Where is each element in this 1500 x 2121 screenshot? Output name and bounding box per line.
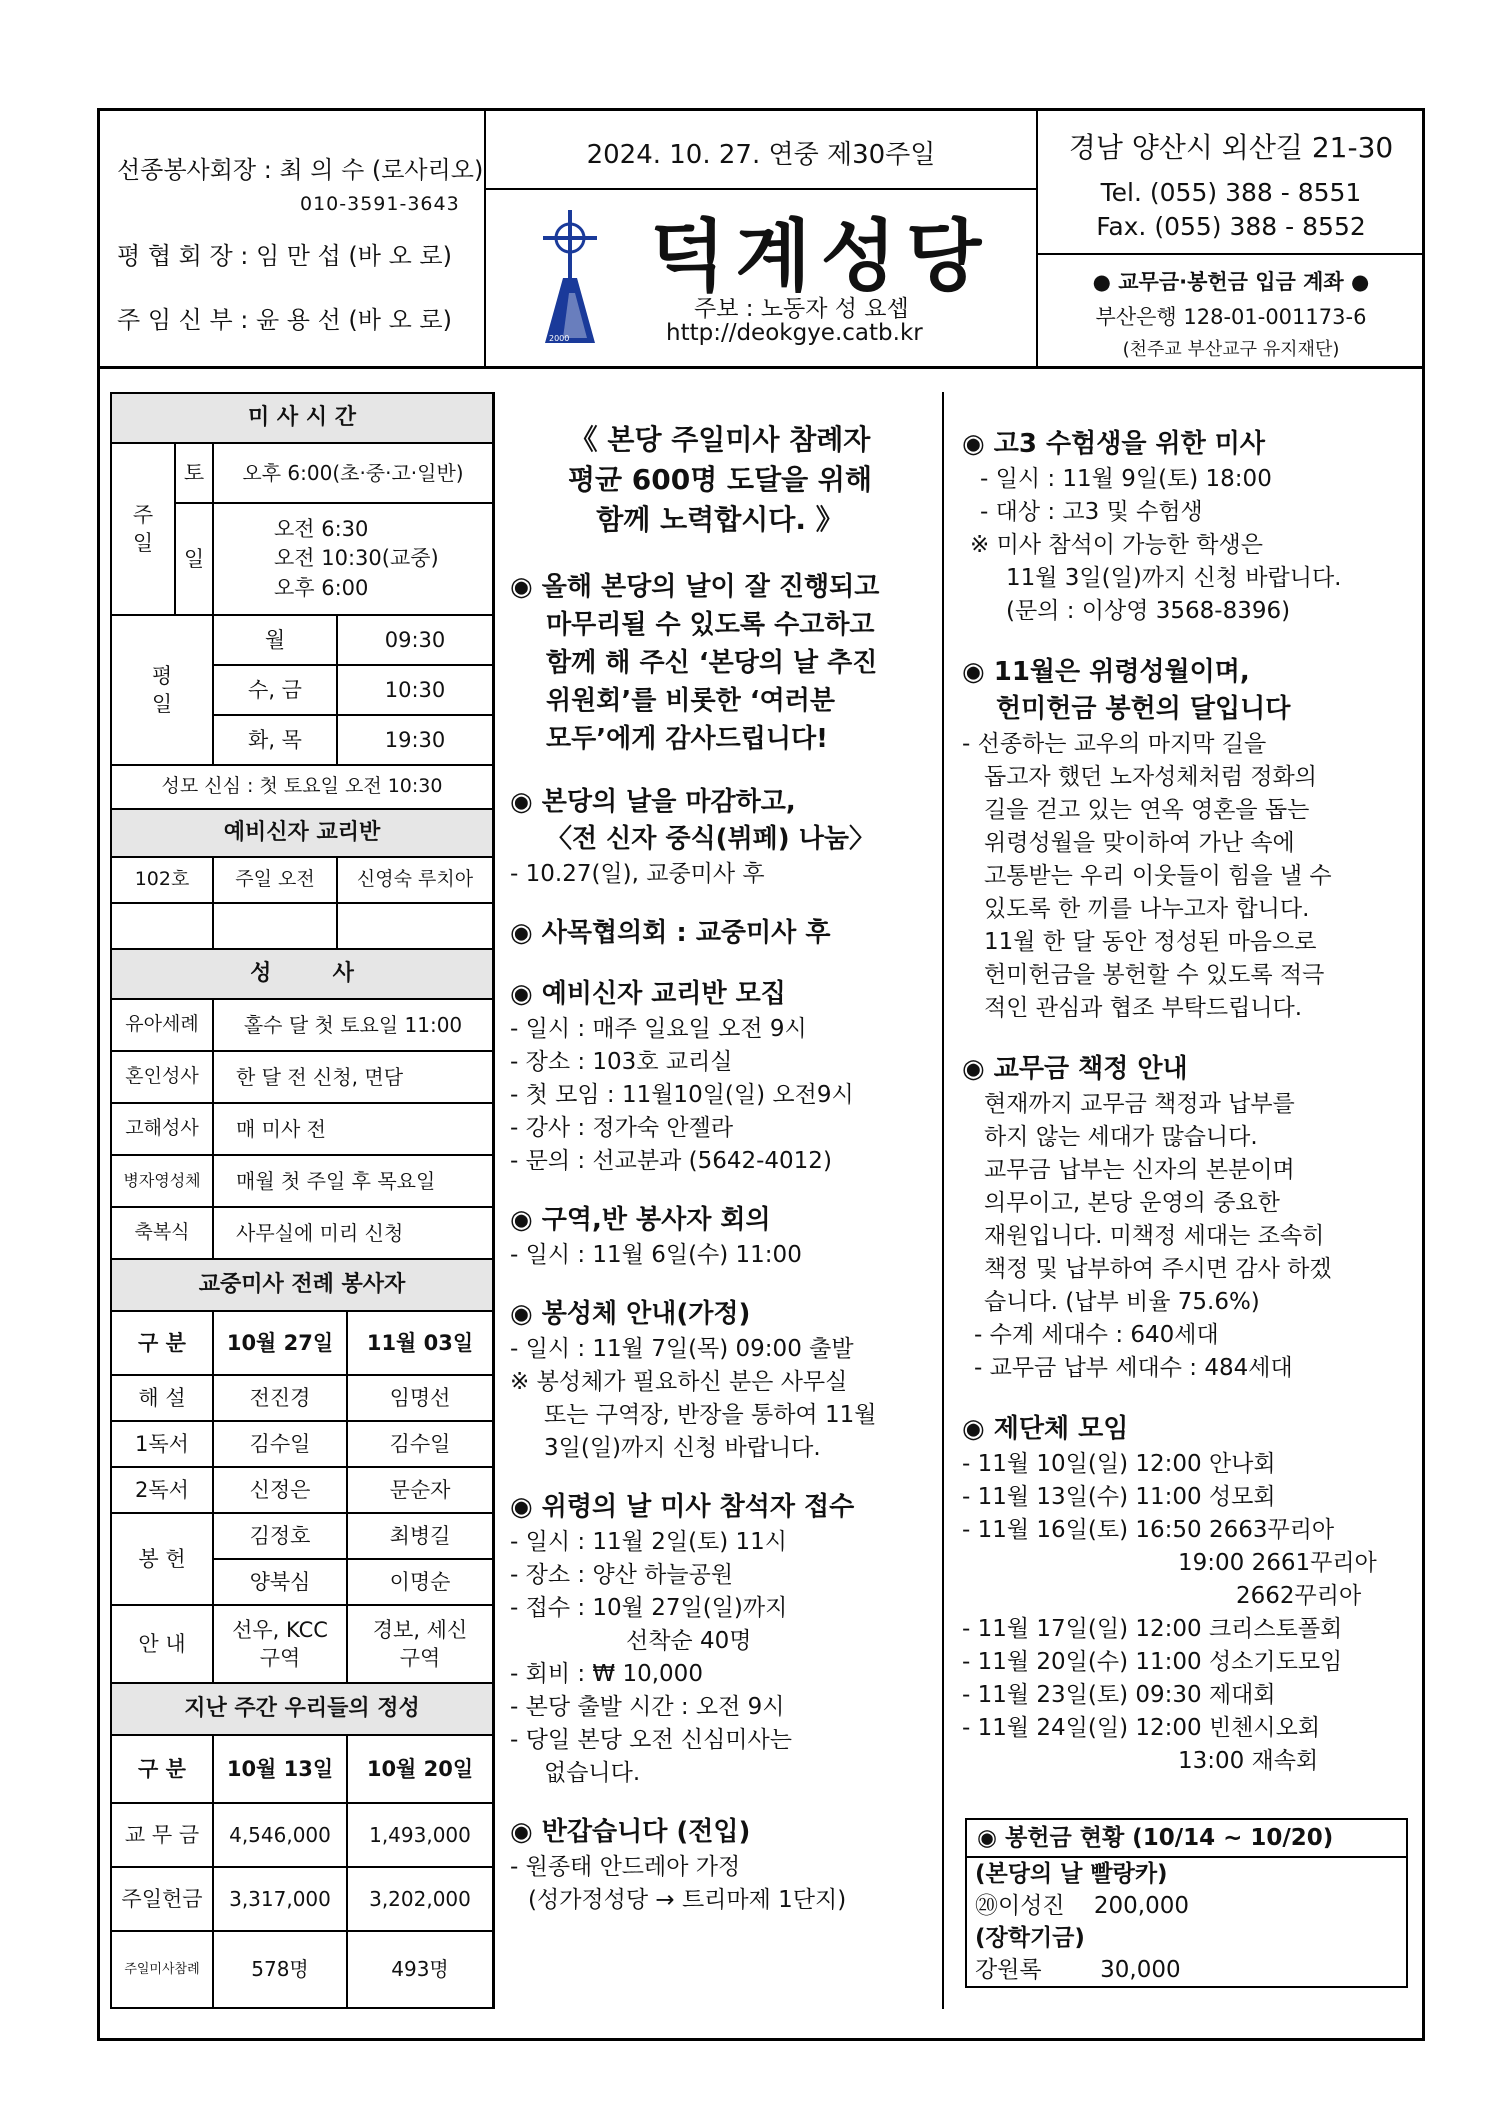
mass-times-title: 미 사 시 간: [112, 394, 492, 444]
marian-devotion: 성모 신심 : 첫 토요일 오전 10:30: [112, 766, 492, 810]
exam-line: - 대상 : 고3 및 수험생: [980, 499, 1203, 525]
thanks-line: 모두’에게 감사드립니다!: [546, 724, 828, 754]
welcome-line: - 원종태 안드레아 가정: [510, 1854, 741, 1880]
weekday-day-1: 월: [214, 616, 338, 666]
offering-category: (장학기금): [975, 1925, 1085, 1951]
catechumen-title: 예비신자 교리반: [112, 810, 492, 858]
catechumen-line: - 문의 : 선교분과 (5642-4012): [510, 1148, 832, 1174]
header-divider: [97, 366, 1425, 369]
groups-title: ◉ 제단체 모임: [962, 1414, 1129, 1444]
servers-header-role: 구 분: [112, 1312, 214, 1376]
offering-category: (본당의 날 빨랑카): [975, 1861, 1168, 1887]
finance-value: 1,493,000: [348, 1804, 492, 1868]
meeting-line: - 11월 13일(수) 11:00 성모회: [962, 1484, 1276, 1510]
november-notice: [962, 654, 1412, 1025]
tithe-line: 습니다. (납부 비율 75.6%): [984, 1289, 1260, 1315]
catechumen-time: 주일 오전: [214, 858, 338, 904]
finance-value: 578명: [214, 1932, 348, 2007]
sacrament-desc: 사무실에 미리 신청: [214, 1208, 492, 1260]
finance-label: 주일미사참례: [112, 1932, 214, 2007]
patron-saint: 주보 : 노동자 성 요셉: [694, 296, 909, 322]
offering-status-title: ◉ 봉헌금 현황 (10/14 ~ 10/20): [967, 1820, 1406, 1858]
catechumen-line: - 장소 : 103호 교리실: [510, 1049, 733, 1075]
communion-line: ※ 봉성체가 필요하신 분은 사무실: [510, 1369, 848, 1395]
november-line: 헌미헌금을 봉헌할 수 있도록 적극: [984, 962, 1325, 988]
tel: Tel. (055) 388 - 8551: [1100, 178, 1362, 207]
finance-value: 4,546,000: [214, 1804, 348, 1868]
souls-line: - 본당 출발 시간 : 오전 9시: [510, 1694, 785, 1720]
sunday-day-label: 일: [176, 504, 214, 616]
offering-name: 최병길: [348, 1514, 492, 1560]
catechumen-recruit-title: ◉ 예비신자 교리반 모집: [510, 979, 786, 1009]
catechumen-teacher: 신영숙 루치아: [338, 858, 492, 904]
finance-header-label: 구 분: [112, 1736, 214, 1804]
weekday-day-2: 수, 금: [214, 666, 338, 716]
groups-meetings: [962, 1411, 1412, 1778]
sunday-label: 주일: [112, 444, 176, 616]
exam-line: - 일시 : 11월 9일(토) 18:00: [980, 466, 1272, 492]
exam-mass: [962, 426, 1412, 628]
council-notice: ◉ 사목협의회 : 교중미사 후: [510, 918, 831, 948]
chair-label: 선종봉사회장 : 최 의 수 (로사리오): [117, 156, 484, 184]
november-line: 위령성월을 맞이하여 가난 속에: [984, 830, 1295, 856]
tithe-line: 재원입니다. 미책정 세대는 조속히: [984, 1223, 1325, 1249]
meeting-line: - 11월 10일(일) 12:00 안나회: [962, 1451, 1276, 1477]
tithe-line: 현재까지 교무금 책정과 납부를: [984, 1091, 1295, 1117]
november-line: 돕고자 했던 노자성체처럼 정화의: [984, 764, 1317, 790]
thanks-line: ◉ 올해 본당의 날이 잘 진행되고: [510, 572, 880, 602]
priest-label: 주 임 신 부 : 윤 용 선 (바 오 로): [117, 306, 452, 334]
catechumen-empty-1: [112, 904, 214, 950]
november-title: 헌미헌금 봉헌의 달입니다: [996, 694, 1291, 724]
communion-line: 3일(일)까지 신청 바랍니다.: [544, 1435, 821, 1461]
offering-name: 김정호: [214, 1514, 348, 1560]
lunch-title: ◉ 본당의 날을 마감하고,: [510, 787, 796, 817]
souls-title: ◉ 위령의 날 미사 참석자 접수: [510, 1492, 855, 1522]
november-line: 고통받는 우리 이웃들이 힘을 낼 수: [984, 863, 1332, 889]
meeting-line: - 11월 24일(일) 12:00 빈첸시오회: [962, 1715, 1321, 1741]
weekday-label: 평일: [112, 616, 214, 766]
server-role: 1독서: [112, 1422, 214, 1468]
catechumen-room: 102호: [112, 858, 214, 904]
servers-header-date-2: 11월 03일: [348, 1312, 492, 1376]
column-3: [962, 426, 1412, 1778]
account-title: ● 교무금·봉헌금 입금 계좌 ●: [1092, 270, 1370, 294]
exam-line: ※ 미사 참석이 가능한 학생은: [970, 532, 1263, 558]
account-number: 부산은행 128-01-001173-6: [1095, 305, 1367, 329]
welcome-title: ◉ 반갑습니다 (전입): [510, 1817, 751, 1847]
finance-header-date-1: 10월 13일: [214, 1736, 348, 1804]
sunday-time-2: 오전 10:30(교중): [274, 546, 439, 571]
thanks-notice: [510, 568, 930, 758]
offering-status-box: [965, 1818, 1408, 1988]
col2-right-border: [942, 392, 944, 2009]
sacrament-desc: 홀수 달 첫 토요일 11:00: [214, 1000, 492, 1052]
fax: Fax. (055) 388 - 8552: [1096, 212, 1366, 241]
server-name: 김수일: [214, 1422, 348, 1468]
meeting-line: - 11월 20일(수) 11:00 성소기도모임: [962, 1649, 1343, 1675]
souls-line: - 일시 : 11월 2일(토) 11시: [510, 1529, 788, 1555]
lunch-notice: [510, 784, 930, 891]
server-name: 신정은: [214, 1468, 348, 1514]
church-name: 덕계성당: [650, 212, 992, 302]
finance-header-date-2: 10월 20일: [348, 1736, 492, 1804]
meeting-line: 19:00 2661꾸리아: [1178, 1550, 1377, 1576]
lunch-line: - 10.27(일), 교중미사 후: [510, 861, 765, 887]
tithe-line: 의무이고, 본당 운영의 중요한: [984, 1190, 1280, 1216]
tithe-title: ◉ 교무금 책정 안내: [962, 1054, 1188, 1084]
website-url[interactable]: http://deokgye.catb.kr: [666, 320, 923, 346]
finance-title: 지난 주간 우리들의 정성: [112, 1684, 492, 1736]
servers-header-date-1: 10월 27일: [214, 1312, 348, 1376]
sacrament-name: 축복식: [112, 1208, 214, 1260]
souls-line: 선착순 40명: [626, 1628, 752, 1654]
weekday-time-3: 19:30: [338, 716, 492, 766]
weekday-time-1: 09:30: [338, 616, 492, 666]
finance-value: 493명: [391, 1957, 449, 1981]
weekday-day-3: 화, 목: [214, 716, 338, 766]
tithe-notice: [962, 1051, 1412, 1385]
district-title: ◉ 구역,반 봉사자 회의: [510, 1205, 771, 1235]
thanks-line: 마무리될 수 있도록 수고하고: [546, 610, 875, 640]
column-2: [510, 420, 930, 1917]
server-name: 김수일: [348, 1422, 492, 1468]
council-label: 평 협 회 장 : 임 만 섭 (바 오 로): [117, 242, 452, 270]
november-line: 길을 걷고 있는 연옥 영혼을 돕는: [984, 797, 1310, 823]
offering-name: 이명순: [348, 1560, 492, 1606]
date-divider: [484, 188, 1036, 190]
account-holder: (천주교 부산교구 유지재단): [1122, 339, 1340, 360]
tithe-line: 하지 않는 세대가 많습니다.: [984, 1124, 1258, 1150]
sacrament-name: 고해성사: [112, 1104, 214, 1156]
finance-label: 주일헌금: [112, 1868, 214, 1932]
tithe-line: 책정 및 납부하여 주시면 감사 하겠: [984, 1256, 1332, 1282]
address: 경남 양산시 외산길 21-30: [1068, 131, 1394, 164]
offering-name: 양북심: [214, 1560, 348, 1606]
meeting-line: - 11월 16일(토) 16:50 2663꾸리아: [962, 1517, 1335, 1543]
weekday-time-2: 10:30: [338, 666, 492, 716]
server-name: 문순자: [348, 1468, 492, 1514]
catechumen-line: - 일시 : 매주 일요일 오전 9시: [510, 1016, 807, 1042]
offering-status-list: [967, 1858, 1406, 1986]
saturday-time: 오후 6:00(초·중·고·일반): [214, 444, 492, 504]
lunch-title: 〈전 신자 중식(뷔페) 나눔〉: [546, 824, 875, 854]
contact-divider: [1036, 253, 1425, 255]
home-communion: [510, 1296, 930, 1465]
november-line: 있도록 한 끼를 나누고자 합니다.: [984, 896, 1310, 922]
sunday-times: [214, 504, 492, 616]
servers-title: 교중미사 전례 봉사자: [112, 1260, 492, 1312]
guide-role: 안 내: [112, 1606, 214, 1684]
communion-line: - 일시 : 11월 7일(목) 09:00 출발: [510, 1336, 854, 1362]
tithe-stat: - 교무금 납부 세대수 : 484세대: [974, 1355, 1293, 1381]
sacraments-title: 성 사: [112, 950, 492, 1000]
logo-year: 2000: [549, 334, 570, 343]
thanks-line: 위원회’를 비롯한 ‘여러분: [546, 686, 836, 716]
district-meeting: [510, 1202, 930, 1272]
souls-line: - 당일 본당 오전 신심미사는: [510, 1727, 792, 1753]
tithe-line: 교무금 납부는 신자의 본분이며: [984, 1157, 1295, 1183]
souls-line: - 접수 : 10월 27일(일)까지: [510, 1595, 788, 1621]
offering-entry: ⑳이성진 200,000: [975, 1893, 1190, 1919]
sacrament-name: 병자영성체: [112, 1156, 214, 1208]
meeting-line: 13:00 재속회: [1178, 1748, 1319, 1774]
catechumen-recruit: [510, 976, 930, 1178]
welcome-notice: [510, 1814, 930, 1917]
finance-label: 교 무 금: [112, 1804, 214, 1868]
tithe-stat: - 수계 세대수 : 640세대: [974, 1322, 1219, 1348]
souls-line: - 회비 : ₩ 10,000: [510, 1661, 703, 1687]
sacrament-desc: 한 달 전 신청, 면담: [214, 1052, 492, 1104]
thanks-line: 함께 해 주신 ‘본당의 날 추진: [546, 648, 878, 678]
catechumen-line: - 강사 : 정가숙 안젤라: [510, 1115, 734, 1141]
catechumen-empty-2: [214, 904, 338, 950]
meeting-line: - 11월 17일(일) 12:00 크리스토폴회: [962, 1616, 1343, 1642]
district-line: - 일시 : 11월 6일(수) 11:00: [510, 1242, 802, 1268]
sacrament-desc: 매 미사 전: [214, 1104, 492, 1156]
communion-title: ◉ 봉성체 안내(가정): [510, 1299, 751, 1329]
saturday-label: 토: [176, 444, 214, 504]
offering-entry: 강원록 30,000: [975, 1957, 1181, 1983]
souls-line: 없습니다.: [544, 1760, 641, 1786]
finance-value: 3,317,000: [214, 1868, 348, 1932]
souls-line: - 장소 : 양산 하늘공원: [510, 1562, 734, 1588]
november-title: ◉ 11월은 위령성월이며,: [962, 657, 1250, 687]
guide-district-2: 경보, 세신 구역: [348, 1606, 492, 1684]
sacrament-name: 혼인성사: [112, 1052, 214, 1104]
all-souls-mass: [510, 1489, 930, 1790]
server-name: 전진경: [214, 1376, 348, 1422]
welcome-line: (성가정성당 → 트리마제 1단지): [528, 1887, 847, 1913]
server-role: 해 설: [112, 1376, 214, 1422]
offering-role: 봉 헌: [112, 1514, 214, 1606]
goal-line: 평균 600명 도달을 위해: [567, 463, 873, 496]
catechumen-line: - 첫 모임 : 11월10일(일) 오전9시: [510, 1082, 854, 1108]
guide-district-1: 선우, KCC 구역: [214, 1606, 348, 1684]
meeting-line: - 11월 23일(토) 09:30 제대회: [962, 1682, 1276, 1708]
goal-line: 함께 노력합시다. 》: [596, 503, 844, 536]
church-logo-icon: [535, 208, 605, 348]
sunday-time-3: 오후 6:00: [274, 575, 369, 600]
exam-line: 11월 3일(일)까지 신청 바랍니다.: [1006, 565, 1342, 591]
november-line: 적인 관심과 협조 부탁드립니다.: [984, 995, 1303, 1021]
server-name: 임명선: [348, 1376, 492, 1422]
finance-value: 3,202,000: [348, 1868, 492, 1932]
sacrament-name: 유아세례: [112, 1000, 214, 1052]
catechumen-empty-3: [338, 904, 492, 950]
exam-line: (문의 : 이상영 3568-8396): [1006, 598, 1291, 624]
exam-title: ◉ 고3 수험생을 위한 미사: [962, 429, 1266, 459]
sunday-time-1: 오전 6:30: [274, 516, 369, 541]
november-line: 11월 한 달 동안 정성된 마음으로: [984, 929, 1317, 955]
server-role: 2독서: [112, 1468, 214, 1514]
date-line: 2024. 10. 27. 연중 제30주일: [586, 140, 936, 170]
goal-line: 《 본당 주일미사 참례자: [569, 423, 871, 456]
communion-line: 또는 구역장, 반장을 통하여 11월: [544, 1402, 877, 1428]
chair-phone: 010-3591-3643: [300, 193, 460, 215]
november-line: - 선종하는 교우의 마지막 길을: [962, 731, 1267, 757]
meeting-line: 2662꾸리아: [1236, 1583, 1362, 1609]
sacrament-desc: 매월 첫 주일 후 목요일: [214, 1156, 492, 1208]
attendance-goal: [510, 420, 930, 540]
